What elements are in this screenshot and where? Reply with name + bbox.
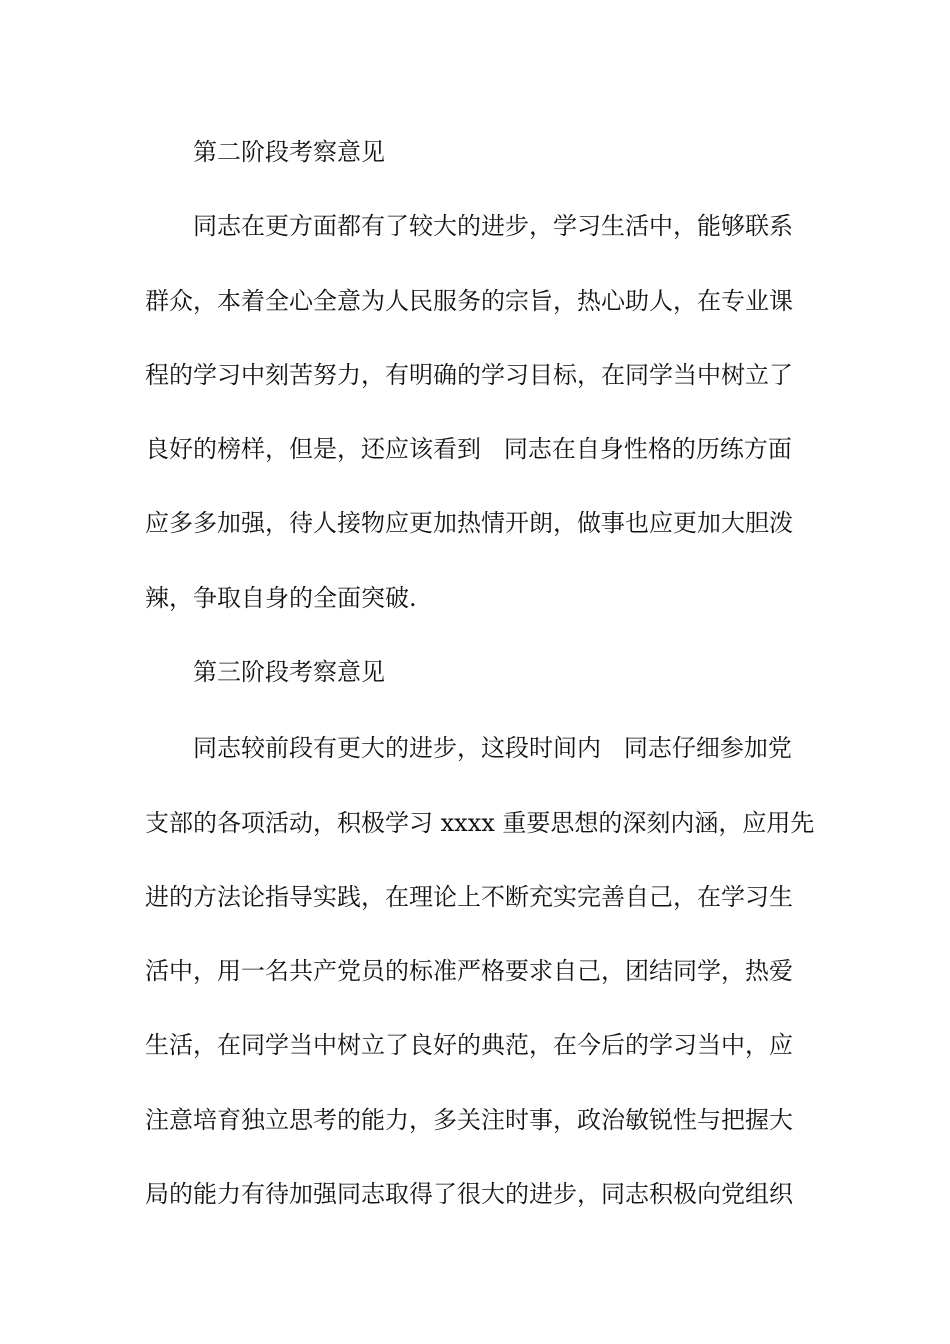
paragraph-line: 群众，本着全心全意为人民服务的宗旨，热心助人，在专业课 <box>145 287 793 315</box>
section-heading-stage-two: 第二阶段考察意见 <box>193 138 385 166</box>
paragraph-line: 活中，用一名共产党员的标准严格要求自己，团结同学，热爱 <box>145 957 793 985</box>
paragraph-line: 程的学习中刻苦努力，有明确的学习目标，在同学当中树立了 <box>145 361 793 389</box>
paragraph-line: 同志在更方面都有了较大的进步，学习生活中，能够联系 <box>193 212 793 240</box>
paragraph-line: 良好的榜样，但是，还应该看到 同志在自身性格的历练方面 <box>145 435 792 463</box>
paragraph-line: 同志较前段有更大的进步，这段时间内 同志仔细参加党 <box>193 734 792 762</box>
section-heading-stage-three: 第三阶段考察意见 <box>193 658 385 686</box>
paragraph-line: 支部的各项活动，积极学习 xxxx 重要思想的深刻内涵，应用先 <box>145 809 815 837</box>
paragraph-line: 应多多加强，待人接物应更加热情开朗，做事也应更加大胆泼 <box>145 509 793 537</box>
paragraph-line: 生活，在同学当中树立了良好的典范，在今后的学习当中，应 <box>145 1031 793 1059</box>
paragraph-line: 局的能力有待加强同志取得了很大的进步，同志积极向党组织 <box>145 1180 793 1208</box>
paragraph-line: 进的方法论指导实践，在理论上不断充实完善自己，在学习生 <box>145 883 793 911</box>
paragraph-line: 辣，争取自身的全面突破. <box>145 584 417 612</box>
paragraph-line: 注意培育独立思考的能力，多关注时事，政治敏锐性与把握大 <box>145 1106 793 1134</box>
